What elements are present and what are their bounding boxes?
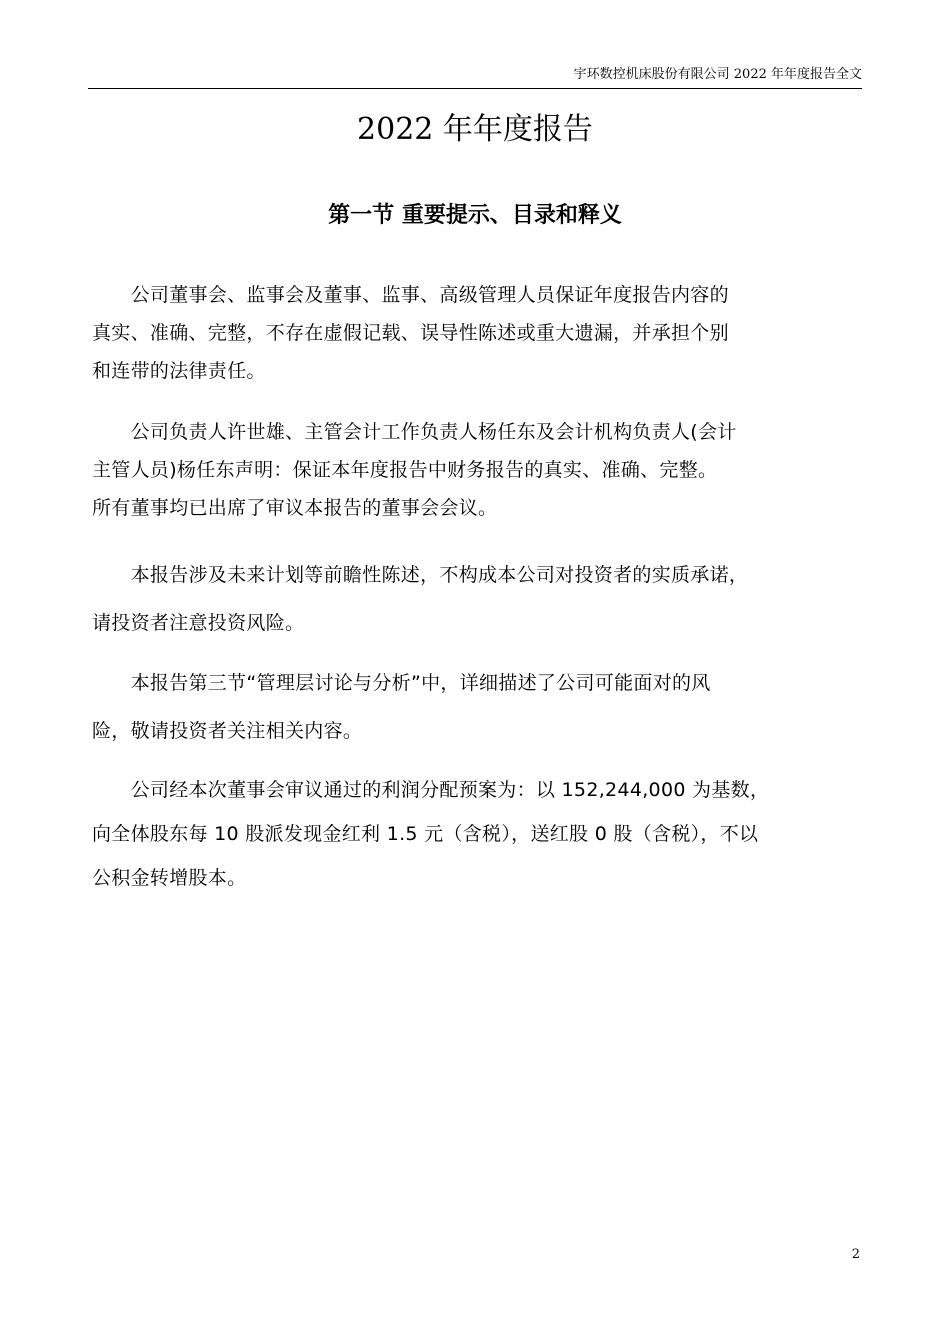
paragraph-line: 向全体股东每 10 股派发现金红利 1.5 元（含税），送红股 0 股（含税），不以 (92, 823, 759, 845)
paragraph-risk-notice (92, 659, 862, 755)
paragraph-forward-looking (92, 551, 862, 647)
paragraph-profit-distribution (92, 768, 862, 900)
page-number: 2 (851, 1247, 860, 1262)
report-title: 2022 年年度报告 (357, 112, 593, 147)
paragraph-board-guarantee (92, 276, 862, 390)
paragraph-line: 本报告第三节“管理层讨论与分析”中，详细描述了公司可能面对的风 (92, 672, 711, 694)
section-title: 第一节 重要提示、目录和释义 (328, 203, 622, 228)
paragraph-line: 公积金转增股本。 (92, 867, 247, 889)
paragraph-line: 本报告涉及未来计划等前瞻性陈述，不构成本公司对投资者的实质承诺， (92, 564, 749, 586)
page-header (88, 62, 862, 89)
paragraph-line: 请投资者注意投资风险。 (92, 612, 305, 634)
paragraph-line: 公司董事会、监事会及董事、监事、高级管理人员保证年度报告内容的 (92, 284, 729, 306)
header-text: 宇环数控机床股份有限公司 2022 年年度报告全文 (573, 67, 862, 82)
paragraph-line: 主管人员)杨任东声明：保证本年度报告中财务报告的真实、准确、完整。 (92, 459, 718, 481)
paragraph-line: 险，敬请投资者关注相关内容。 (92, 720, 363, 742)
paragraph-line: 公司经本次董事会审议通过的利润分配预案为：以 152,244,000 为基数， (92, 779, 770, 801)
paragraph-line: 公司负责人许世雄、主管会计工作负责人杨任东及会计机构负责人(会计 (92, 421, 737, 443)
paragraph-line: 和连带的法律责任。 (92, 360, 266, 382)
paragraph-line: 所有董事均已出席了审议本报告的董事会会议。 (92, 497, 498, 519)
paragraph-line: 真实、准确、完整，不存在虚假记载、误导性陈述或重大遗漏，并承担个别 (92, 322, 729, 344)
paragraph-responsible-persons (92, 413, 862, 527)
